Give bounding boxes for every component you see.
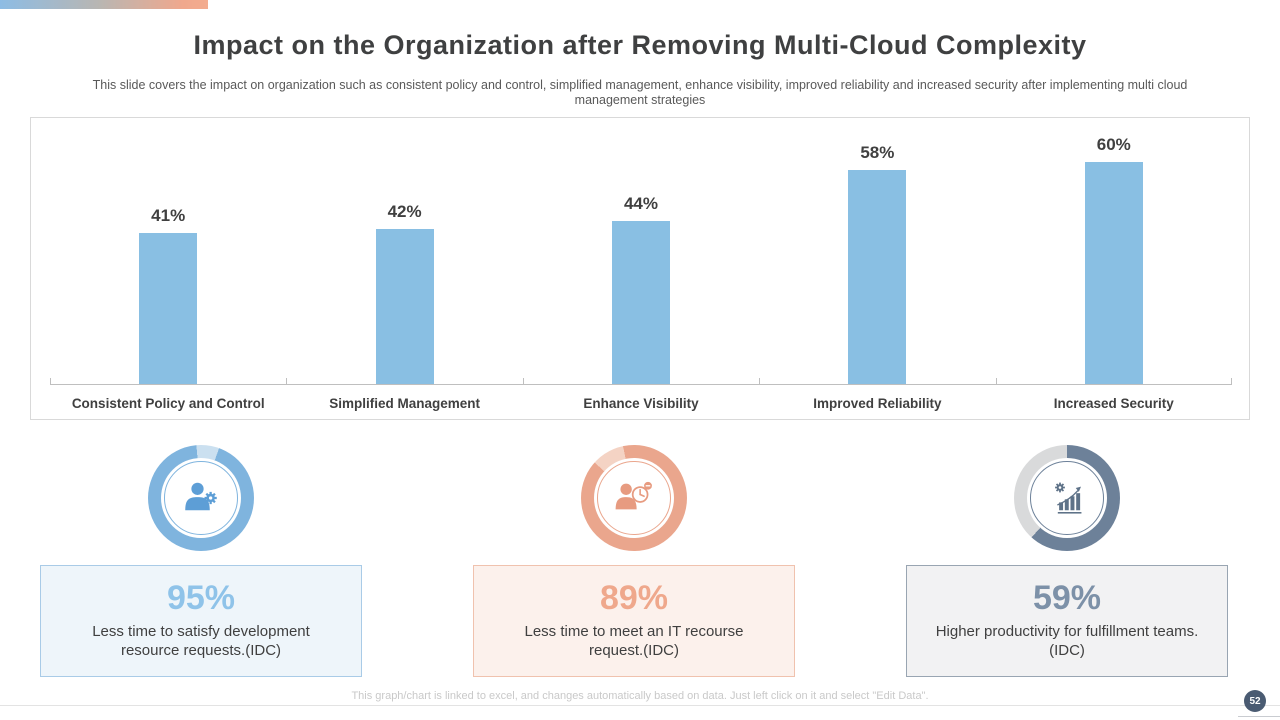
bar [139,233,197,384]
footer-divider [0,705,1280,706]
stat-value: 95% [166,579,236,618]
stat-box [906,565,1228,677]
icon-circle [597,461,671,535]
bar-column [50,118,286,384]
category-label: Improved Reliability [813,396,942,411]
bar-column [286,118,522,384]
chart-plot-area [50,118,1232,385]
bar [1085,162,1143,384]
stat-column-productivity [906,445,1228,677]
bar-data-label: 42% [387,201,422,221]
stat-box [40,565,362,677]
bar [376,229,434,384]
x-axis-labels [50,385,1232,411]
stat-description: Less time to meet an IT recourse request.(IDC) [524,623,744,659]
stat-value: 59% [1032,579,1102,618]
icon-circle [1030,461,1104,535]
bar-data-label: 58% [860,142,895,162]
stat-box [473,565,795,677]
progress-ring-wrap [148,445,254,551]
top-accent-gradient-bar [0,0,208,9]
bar-chart [30,117,1250,420]
stat-column-it-requests [473,445,795,677]
bar-column [759,118,995,384]
bar-column [523,118,759,384]
icon-circle [164,461,238,535]
category-label: Simplified Management [329,396,480,411]
growth-chart-icon [1046,477,1088,519]
bar [612,221,670,384]
progress-ring-wrap [1014,445,1120,551]
bar-column [996,118,1232,384]
slide-subtitle: This slide covers the impact on organization such as consistent policy and control, simplified management, enhance visibility, improved reliability and increased security after implementing multi cloud management strategies [92,78,1188,108]
category-label: Increased Security [1053,396,1174,411]
stat-value: 89% [599,579,669,618]
category-label: Enhance Visibility [583,396,699,411]
badge-underline [1238,716,1280,717]
bar-data-label: 44% [623,194,658,214]
page-number-badge: 52 [1244,690,1266,712]
page-title: Impact on the Organization after Removing Multi-Cloud Complexity [193,30,1087,60]
stat-description: Less time to satisfy development resource requests.(IDC) [92,623,310,659]
stat-description: Higher productivity for fulfillment teams.(IDC) [935,623,1199,659]
progress-ring-wrap [581,445,687,551]
user-clock-icon [613,477,655,519]
stat-column-dev-requests [40,445,362,677]
user-gear-icon [180,477,222,519]
footer-note: This graph/chart is linked to excel, and changes automatically based on data. Just left click on it and select "Edit Data". [351,690,929,702]
bar-data-label: 41% [151,205,186,225]
bar [848,170,906,384]
bar-data-label: 60% [1096,135,1131,155]
category-label: Consistent Policy and Control [71,396,265,411]
